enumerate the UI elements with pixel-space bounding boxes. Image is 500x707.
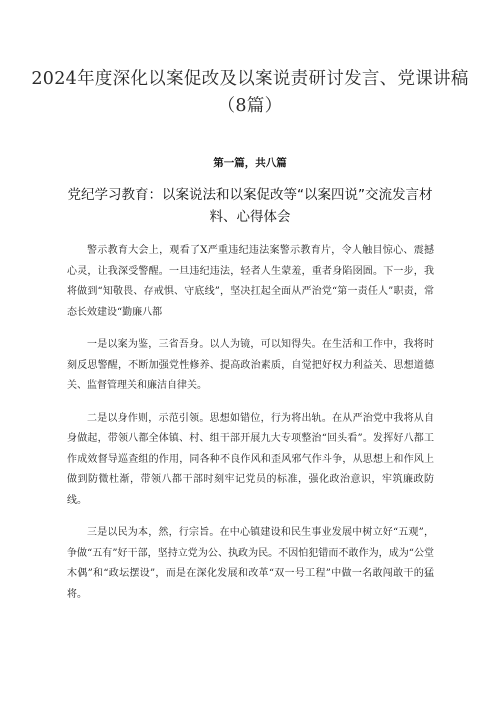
paragraph: 警示教育大会上，观看了X严重违纪违法案警示教育片，令人触目惊心、震撼心灵，让我深受警醒。一旦违纪违法，轻者人生蒙羞，重者身陷囹圄。下一步，我将做到“知敬畏、存戒惧、守底线”，坚决扛起全面从严治党“第一责任人”职责，常态长效建设“勤廉八都 (67, 245, 434, 318)
document-title: 2024年度深化以案促改及以案说责研讨发言、党课讲稿（8篇） (31, 69, 469, 116)
section-label: 第一篇，共八篇 (213, 157, 287, 169)
paragraph: 二是以身作则，示范引领。思想如错位，行为将出轨。在从严治党中我将从自身做起，带领八都全体镇、村、组干部开展九大专项整治“回头看”。发挥好八都工作成效督导巡查组的作用，同各种不良作风和歪风邪气作斗争，从思想上和作风上做到防微杜渐，带领八都干部时刻牢记党员的标准，强化政治意识，牢筑廉政防线。 (67, 412, 434, 506)
paragraph: 三是以民为本，然，行宗旨。在中心镇建设和民生事业发展中树立好“五观”，争做“五有”好干部，坚持立党为公、执政为民。不因怕犯错而不敢作为，成为“公堂木偶”和“政坛摆设”，而是在深化发展和改革“双一号工程”中做一名敢闯敢干的猛将。 (67, 527, 434, 600)
article-title: 党纪学习教育：以案说法和以案促改等“以案四说”交流发言材料、心得体会 (67, 187, 433, 225)
article-body (67, 241, 434, 617)
paragraph: 一是以案为鉴，三省吾身。以人为镜，可以知得失。在生活和工作中，我将时刻反思警醒，不断加强党性修养、提高政治素质，自觉把好权力利益关、思想道德关、监督管理关和廉洁自律关。 (67, 339, 434, 391)
